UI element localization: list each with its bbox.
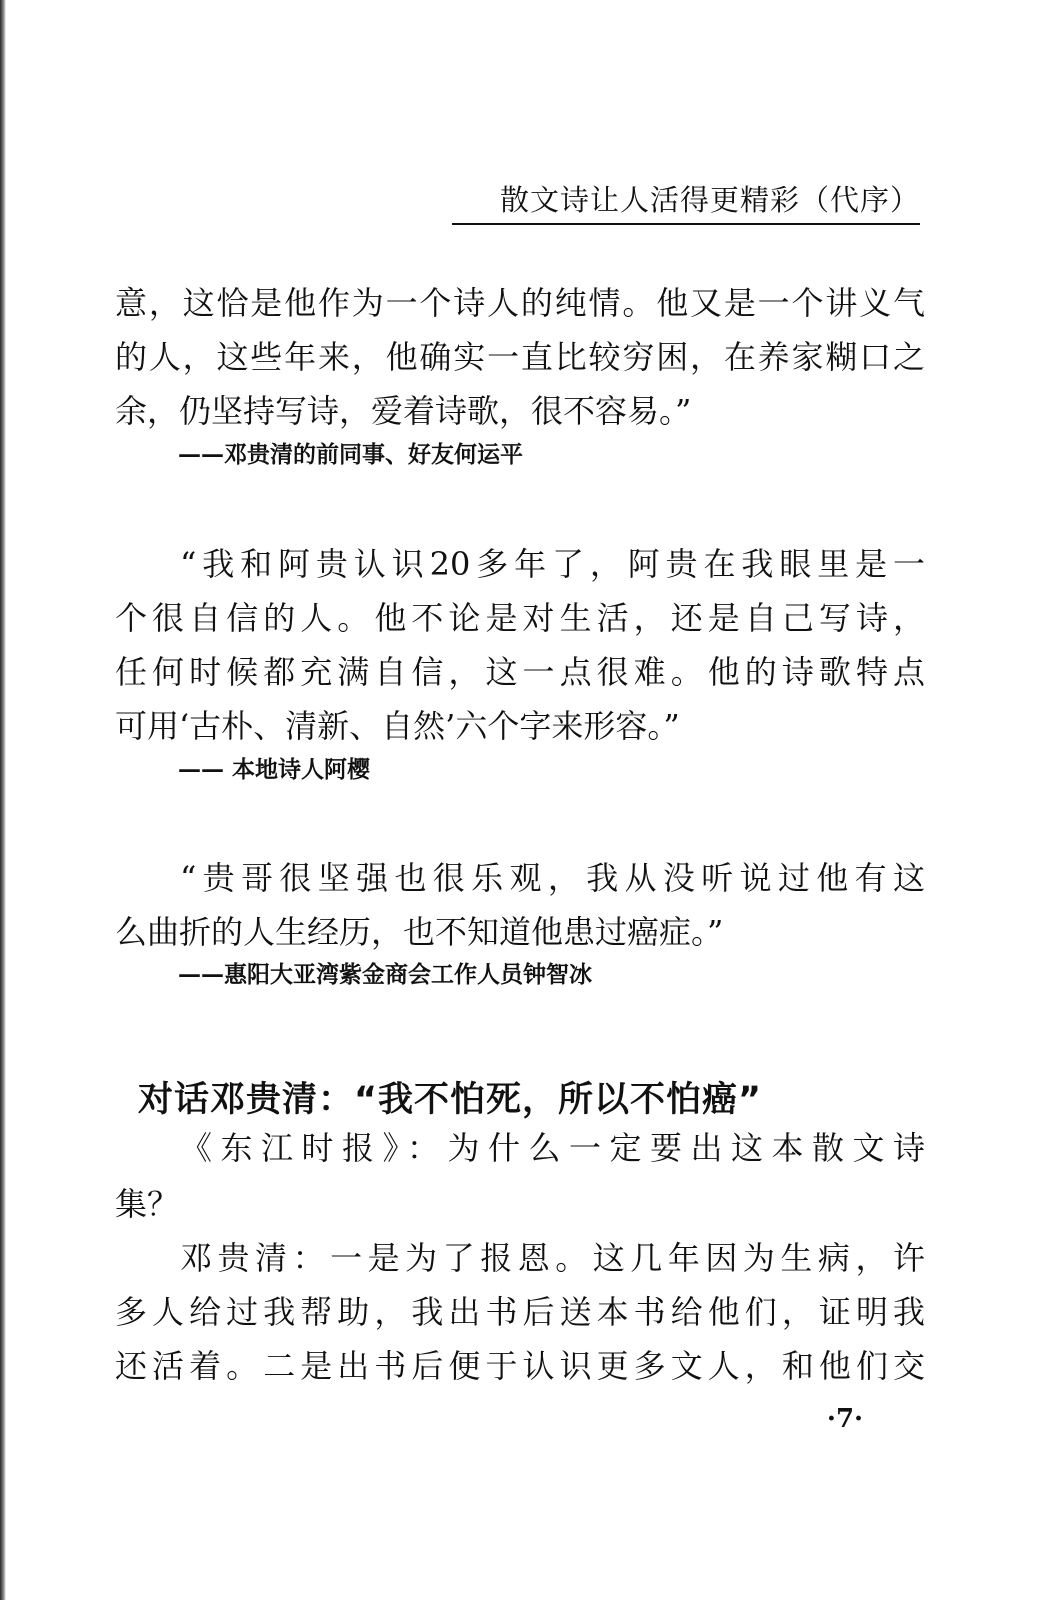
section-heading: 对话邓贵清：“我不怕死，所以不怕癌” (138, 1080, 763, 1120)
quote2-line-1: “我和阿贵认识20多年了，阿贵在我眼里是一 (180, 545, 925, 583)
quote1-line-3: 余，仍坚持写诗，爱着诗歌，很不容易。” (115, 392, 692, 430)
dialogue-answer-line-2: 多人给过我帮助，我出书后送本书给他们，证明我 (115, 1293, 925, 1331)
quote1-attribution: ——邓贵清的前同事、好友何运平 (178, 441, 523, 468)
quote2-line-3: 任何时候都充满自信，这一点很难。他的诗歌特点 (115, 653, 925, 691)
page-number: ·7· (826, 1404, 864, 1434)
quote1-line-2: 的人，这些年来，他确实一直比较穷困，在养家糊口之 (115, 338, 925, 376)
dialogue-question-line-1: 《东江时报》：为什么一定要出这本散文诗 (180, 1129, 925, 1167)
quote3-attribution: ——惠阳大亚湾紫金商会工作人员钟智冰 (178, 961, 592, 988)
quote1-line-1: 意，这恰是他作为一个诗人的纯情。他又是一个讲义气 (115, 284, 925, 322)
quote2-line-2: 个很自信的人。他不论是对生活，还是自己写诗， (115, 599, 925, 637)
dialogue-answer-line-3: 还活着。二是出书后便于认识更多文人，和他们交 (115, 1347, 925, 1385)
quote2-line-4: 可用‘古朴、清新、自然’六个字来形容。” (115, 707, 680, 745)
quote3-line-1: “贵哥很坚强也很乐观，我从没听说过他有这 (180, 859, 925, 897)
running-header: 散文诗让人活得更精彩（代序） (499, 183, 920, 217)
quote2-attribution: —— 本地诗人阿樱 (178, 756, 371, 783)
dialogue-answer-line-1: 邓贵清：一是为了报恩。这几年因为生病，许 (180, 1239, 925, 1277)
scan-edge-shadow (0, 0, 6, 1600)
quote3-line-2: 么曲折的人生经历，也不知道他患过癌症。” (115, 913, 724, 951)
dialogue-question-line-2: 集？ (115, 1185, 180, 1223)
header-rule (452, 223, 920, 225)
